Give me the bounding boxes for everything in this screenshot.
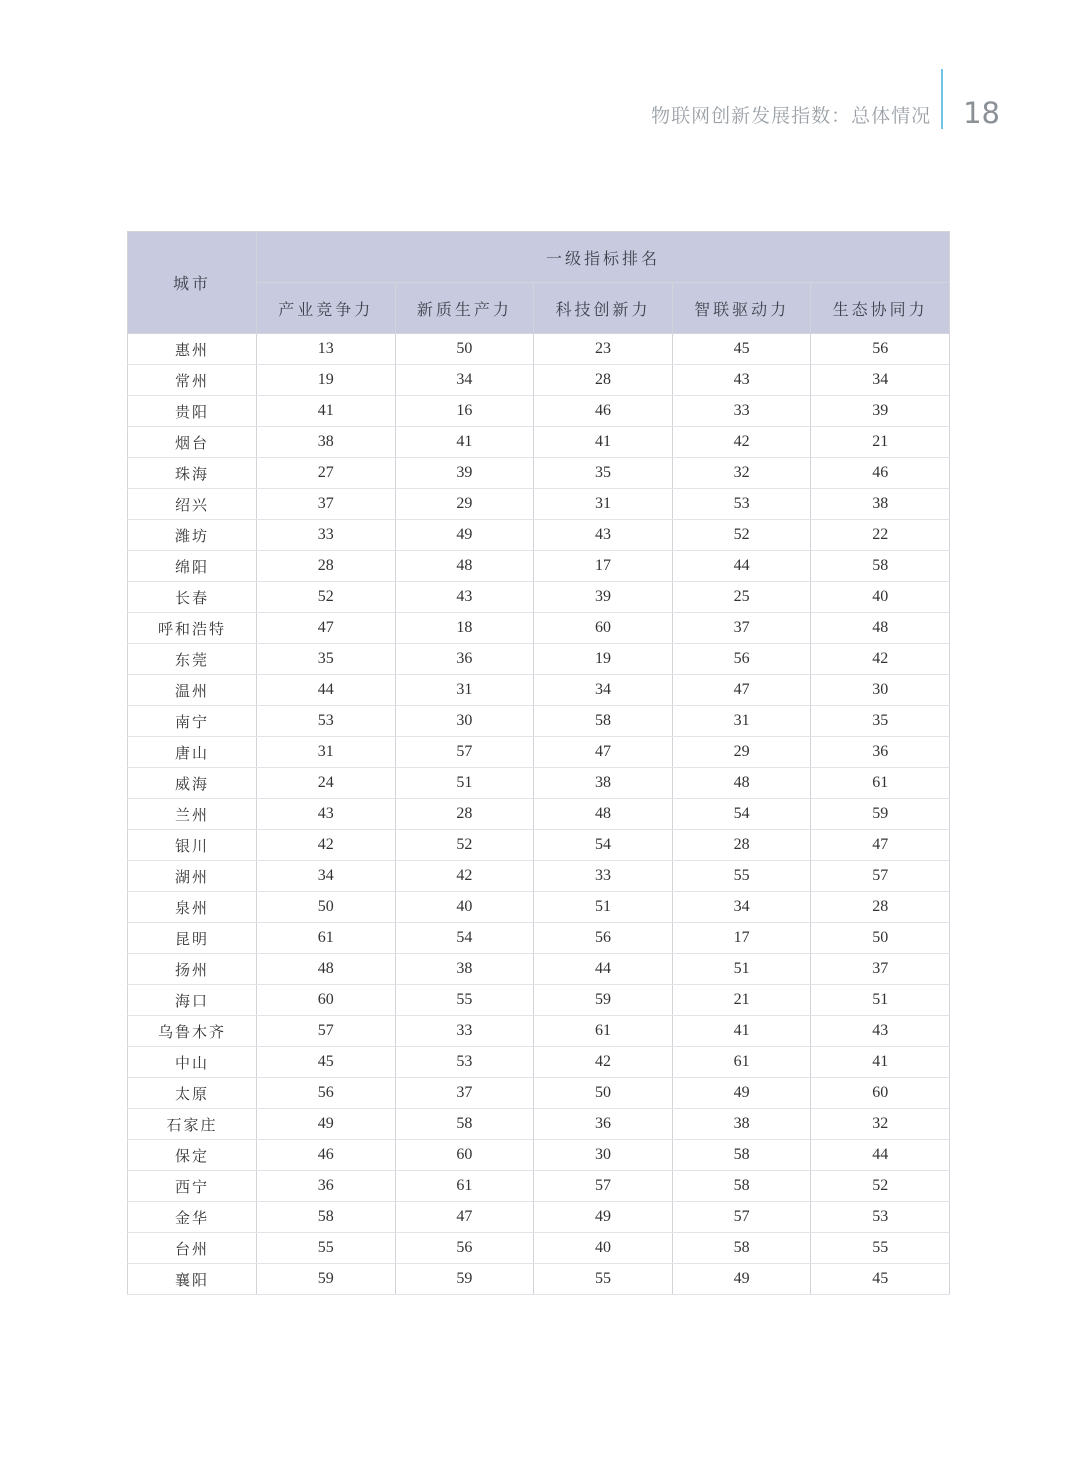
rank-cell: 39 bbox=[811, 396, 950, 427]
rank-cell: 38 bbox=[811, 489, 950, 520]
rank-cell: 38 bbox=[395, 954, 534, 985]
city-cell: 扬州 bbox=[128, 954, 257, 985]
rank-cell: 33 bbox=[672, 396, 811, 427]
rank-cell: 59 bbox=[534, 985, 673, 1016]
city-cell: 中山 bbox=[128, 1047, 257, 1078]
rank-cell: 43 bbox=[672, 365, 811, 396]
city-cell: 常州 bbox=[128, 365, 257, 396]
rank-cell: 57 bbox=[534, 1171, 673, 1202]
rank-cell: 55 bbox=[672, 861, 811, 892]
rank-cell: 27 bbox=[257, 458, 396, 489]
rank-cell: 17 bbox=[672, 923, 811, 954]
rank-cell: 46 bbox=[534, 396, 673, 427]
city-cell: 威海 bbox=[128, 768, 257, 799]
rank-cell: 44 bbox=[811, 1140, 950, 1171]
rank-cell: 58 bbox=[672, 1171, 811, 1202]
rank-cell: 61 bbox=[395, 1171, 534, 1202]
rank-cell: 58 bbox=[257, 1202, 396, 1233]
city-cell: 潍坊 bbox=[128, 520, 257, 551]
rank-cell: 22 bbox=[811, 520, 950, 551]
table-row bbox=[128, 458, 950, 489]
rank-cell: 48 bbox=[672, 768, 811, 799]
rank-cell: 28 bbox=[257, 551, 396, 582]
city-cell: 绍兴 bbox=[128, 489, 257, 520]
rank-cell: 31 bbox=[257, 737, 396, 768]
rank-cell: 49 bbox=[672, 1264, 811, 1295]
city-cell: 泉州 bbox=[128, 892, 257, 923]
rank-cell: 49 bbox=[672, 1078, 811, 1109]
rank-cell: 61 bbox=[534, 1016, 673, 1047]
rank-cell: 57 bbox=[672, 1202, 811, 1233]
rank-cell: 43 bbox=[534, 520, 673, 551]
rank-cell: 41 bbox=[257, 396, 396, 427]
city-cell: 西宁 bbox=[128, 1171, 257, 1202]
rank-cell: 50 bbox=[395, 334, 534, 365]
city-cell: 台州 bbox=[128, 1233, 257, 1264]
page-number: 18 bbox=[963, 96, 1000, 130]
rank-cell: 51 bbox=[395, 768, 534, 799]
rank-cell: 23 bbox=[534, 334, 673, 365]
rank-cell: 55 bbox=[257, 1233, 396, 1264]
city-cell: 长春 bbox=[128, 582, 257, 613]
table-row bbox=[128, 551, 950, 582]
city-cell: 东莞 bbox=[128, 644, 257, 675]
rank-cell: 57 bbox=[395, 737, 534, 768]
rank-cell: 39 bbox=[534, 582, 673, 613]
rank-cell: 40 bbox=[395, 892, 534, 923]
rank-cell: 49 bbox=[534, 1202, 673, 1233]
rank-cell: 48 bbox=[811, 613, 950, 644]
city-cell: 金华 bbox=[128, 1202, 257, 1233]
rank-cell: 52 bbox=[811, 1171, 950, 1202]
rank-cell: 40 bbox=[534, 1233, 673, 1264]
rank-cell: 58 bbox=[534, 706, 673, 737]
rank-cell: 48 bbox=[395, 551, 534, 582]
rank-cell: 59 bbox=[395, 1264, 534, 1295]
rank-cell: 43 bbox=[257, 799, 396, 830]
rank-cell: 61 bbox=[257, 923, 396, 954]
city-cell: 银川 bbox=[128, 830, 257, 861]
city-cell: 贵阳 bbox=[128, 396, 257, 427]
rank-cell: 44 bbox=[534, 954, 673, 985]
rank-cell: 55 bbox=[534, 1264, 673, 1295]
table-row bbox=[128, 396, 950, 427]
rank-cell: 50 bbox=[257, 892, 396, 923]
rank-cell: 42 bbox=[534, 1047, 673, 1078]
rank-cell: 41 bbox=[395, 427, 534, 458]
table-row bbox=[128, 830, 950, 861]
rank-cell: 42 bbox=[257, 830, 396, 861]
table-row bbox=[128, 1078, 950, 1109]
section-title: 物联网创新发展指数：总体情况 bbox=[651, 104, 932, 127]
city-cell: 昆明 bbox=[128, 923, 257, 954]
rank-cell: 58 bbox=[672, 1140, 811, 1171]
city-cell: 呼和浩特 bbox=[128, 613, 257, 644]
rank-cell: 53 bbox=[811, 1202, 950, 1233]
rank-cell: 57 bbox=[257, 1016, 396, 1047]
rank-cell: 32 bbox=[811, 1109, 950, 1140]
rank-cell: 13 bbox=[257, 334, 396, 365]
rank-cell: 56 bbox=[395, 1233, 534, 1264]
column-header: 新质生产力 bbox=[395, 283, 534, 334]
rank-cell: 56 bbox=[257, 1078, 396, 1109]
rank-cell: 43 bbox=[811, 1016, 950, 1047]
column-header-city: 城市 bbox=[128, 232, 257, 334]
table-row bbox=[128, 861, 950, 892]
rank-cell: 59 bbox=[811, 799, 950, 830]
rank-cell: 35 bbox=[257, 644, 396, 675]
rank-cell: 55 bbox=[811, 1233, 950, 1264]
rank-cell: 35 bbox=[811, 706, 950, 737]
column-header: 智联驱动力 bbox=[672, 283, 811, 334]
city-cell: 烟台 bbox=[128, 427, 257, 458]
rank-cell: 16 bbox=[395, 396, 534, 427]
rank-cell: 45 bbox=[672, 334, 811, 365]
city-cell: 兰州 bbox=[128, 799, 257, 830]
rank-cell: 47 bbox=[395, 1202, 534, 1233]
rank-cell: 56 bbox=[534, 923, 673, 954]
rank-cell: 41 bbox=[534, 427, 673, 458]
rank-cell: 42 bbox=[395, 861, 534, 892]
rank-cell: 19 bbox=[257, 365, 396, 396]
rank-cell: 33 bbox=[395, 1016, 534, 1047]
table-row bbox=[128, 1233, 950, 1264]
table-row bbox=[128, 365, 950, 396]
column-header: 生态协同力 bbox=[811, 283, 950, 334]
rank-cell: 39 bbox=[395, 458, 534, 489]
rank-cell: 46 bbox=[257, 1140, 396, 1171]
rank-cell: 45 bbox=[257, 1047, 396, 1078]
header-divider bbox=[941, 69, 943, 129]
rank-cell: 52 bbox=[257, 582, 396, 613]
rank-cell: 37 bbox=[395, 1078, 534, 1109]
rank-cell: 51 bbox=[811, 985, 950, 1016]
table-body bbox=[128, 334, 950, 1295]
rank-cell: 54 bbox=[672, 799, 811, 830]
rank-cell: 47 bbox=[257, 613, 396, 644]
rank-cell: 56 bbox=[672, 644, 811, 675]
rank-cell: 53 bbox=[257, 706, 396, 737]
table-row bbox=[128, 489, 950, 520]
rank-cell: 60 bbox=[257, 985, 396, 1016]
city-cell: 襄阳 bbox=[128, 1264, 257, 1295]
rank-cell: 52 bbox=[395, 830, 534, 861]
table-row bbox=[128, 1016, 950, 1047]
rank-cell: 31 bbox=[672, 706, 811, 737]
table-row bbox=[128, 644, 950, 675]
rank-cell: 32 bbox=[672, 458, 811, 489]
table-row bbox=[128, 768, 950, 799]
rank-cell: 45 bbox=[811, 1264, 950, 1295]
column-header: 科技创新力 bbox=[534, 283, 673, 334]
rank-cell: 47 bbox=[534, 737, 673, 768]
rank-cell: 61 bbox=[811, 768, 950, 799]
rank-cell: 44 bbox=[257, 675, 396, 706]
rank-cell: 34 bbox=[257, 861, 396, 892]
rank-cell: 31 bbox=[534, 489, 673, 520]
table-row bbox=[128, 675, 950, 706]
city-cell: 太原 bbox=[128, 1078, 257, 1109]
rank-cell: 38 bbox=[672, 1109, 811, 1140]
rank-cell: 28 bbox=[811, 892, 950, 923]
table-row bbox=[128, 892, 950, 923]
rank-cell: 49 bbox=[257, 1109, 396, 1140]
rank-cell: 37 bbox=[672, 613, 811, 644]
rank-cell: 41 bbox=[811, 1047, 950, 1078]
rank-cell: 38 bbox=[534, 768, 673, 799]
table-row bbox=[128, 954, 950, 985]
rank-cell: 30 bbox=[534, 1140, 673, 1171]
rank-cell: 28 bbox=[534, 365, 673, 396]
city-cell: 南宁 bbox=[128, 706, 257, 737]
city-cell: 绵阳 bbox=[128, 551, 257, 582]
rank-cell: 41 bbox=[672, 1016, 811, 1047]
rank-cell: 61 bbox=[672, 1047, 811, 1078]
rank-cell: 34 bbox=[534, 675, 673, 706]
rank-cell: 21 bbox=[811, 427, 950, 458]
rank-cell: 51 bbox=[672, 954, 811, 985]
table-row bbox=[128, 985, 950, 1016]
rank-cell: 43 bbox=[395, 582, 534, 613]
rank-cell: 42 bbox=[811, 644, 950, 675]
table-row bbox=[128, 613, 950, 644]
rank-cell: 18 bbox=[395, 613, 534, 644]
rank-cell: 30 bbox=[811, 675, 950, 706]
rank-cell: 28 bbox=[672, 830, 811, 861]
city-cell: 保定 bbox=[128, 1140, 257, 1171]
city-cell: 海口 bbox=[128, 985, 257, 1016]
rank-cell: 21 bbox=[672, 985, 811, 1016]
rank-cell: 54 bbox=[534, 830, 673, 861]
table-row bbox=[128, 737, 950, 768]
rank-cell: 40 bbox=[811, 582, 950, 613]
rank-cell: 47 bbox=[811, 830, 950, 861]
city-cell: 唐山 bbox=[128, 737, 257, 768]
rank-cell: 37 bbox=[811, 954, 950, 985]
rank-cell: 30 bbox=[395, 706, 534, 737]
rank-cell: 29 bbox=[395, 489, 534, 520]
rank-cell: 50 bbox=[534, 1078, 673, 1109]
rank-cell: 47 bbox=[672, 675, 811, 706]
rank-cell: 58 bbox=[395, 1109, 534, 1140]
ranking-table-container bbox=[127, 231, 950, 1295]
table-row bbox=[128, 706, 950, 737]
rank-cell: 29 bbox=[672, 737, 811, 768]
rank-cell: 31 bbox=[395, 675, 534, 706]
rank-cell: 60 bbox=[811, 1078, 950, 1109]
header-row-group bbox=[128, 232, 950, 283]
table-row bbox=[128, 1140, 950, 1171]
rank-cell: 52 bbox=[672, 520, 811, 551]
rank-cell: 42 bbox=[672, 427, 811, 458]
ranking-table bbox=[127, 231, 950, 1295]
city-cell: 温州 bbox=[128, 675, 257, 706]
rank-cell: 28 bbox=[395, 799, 534, 830]
rank-cell: 60 bbox=[395, 1140, 534, 1171]
table-row bbox=[128, 520, 950, 551]
table-row bbox=[128, 334, 950, 365]
table-row bbox=[128, 923, 950, 954]
column-header: 产业竞争力 bbox=[257, 283, 396, 334]
rank-cell: 25 bbox=[672, 582, 811, 613]
rank-cell: 34 bbox=[395, 365, 534, 396]
rank-cell: 38 bbox=[257, 427, 396, 458]
rank-cell: 59 bbox=[257, 1264, 396, 1295]
column-group-header: 一级指标排名 bbox=[257, 232, 950, 283]
table-row bbox=[128, 1202, 950, 1233]
table-row bbox=[128, 1047, 950, 1078]
table-row bbox=[128, 1171, 950, 1202]
rank-cell: 37 bbox=[257, 489, 396, 520]
city-cell: 珠海 bbox=[128, 458, 257, 489]
rank-cell: 44 bbox=[672, 551, 811, 582]
rank-cell: 17 bbox=[534, 551, 673, 582]
rank-cell: 34 bbox=[672, 892, 811, 923]
rank-cell: 49 bbox=[395, 520, 534, 551]
rank-cell: 57 bbox=[811, 861, 950, 892]
table-row bbox=[128, 799, 950, 830]
city-cell: 石家庄 bbox=[128, 1109, 257, 1140]
rank-cell: 34 bbox=[811, 365, 950, 396]
rank-cell: 58 bbox=[672, 1233, 811, 1264]
rank-cell: 24 bbox=[257, 768, 396, 799]
rank-cell: 60 bbox=[534, 613, 673, 644]
table-row bbox=[128, 582, 950, 613]
table-row bbox=[128, 1109, 950, 1140]
rank-cell: 19 bbox=[534, 644, 673, 675]
table-row bbox=[128, 1264, 950, 1295]
rank-cell: 48 bbox=[257, 954, 396, 985]
rank-cell: 36 bbox=[395, 644, 534, 675]
rank-cell: 54 bbox=[395, 923, 534, 954]
rank-cell: 51 bbox=[534, 892, 673, 923]
rank-cell: 53 bbox=[395, 1047, 534, 1078]
rank-cell: 36 bbox=[811, 737, 950, 768]
rank-cell: 53 bbox=[672, 489, 811, 520]
city-cell: 乌鲁木齐 bbox=[128, 1016, 257, 1047]
rank-cell: 33 bbox=[257, 520, 396, 551]
rank-cell: 36 bbox=[534, 1109, 673, 1140]
rank-cell: 50 bbox=[811, 923, 950, 954]
table-row bbox=[128, 427, 950, 458]
rank-cell: 58 bbox=[811, 551, 950, 582]
rank-cell: 55 bbox=[395, 985, 534, 1016]
rank-cell: 35 bbox=[534, 458, 673, 489]
table-header bbox=[128, 232, 950, 334]
rank-cell: 36 bbox=[257, 1171, 396, 1202]
page-header bbox=[651, 68, 1000, 130]
rank-cell: 56 bbox=[811, 334, 950, 365]
rank-cell: 48 bbox=[534, 799, 673, 830]
city-cell: 惠州 bbox=[128, 334, 257, 365]
city-cell: 湖州 bbox=[128, 861, 257, 892]
rank-cell: 46 bbox=[811, 458, 950, 489]
rank-cell: 33 bbox=[534, 861, 673, 892]
